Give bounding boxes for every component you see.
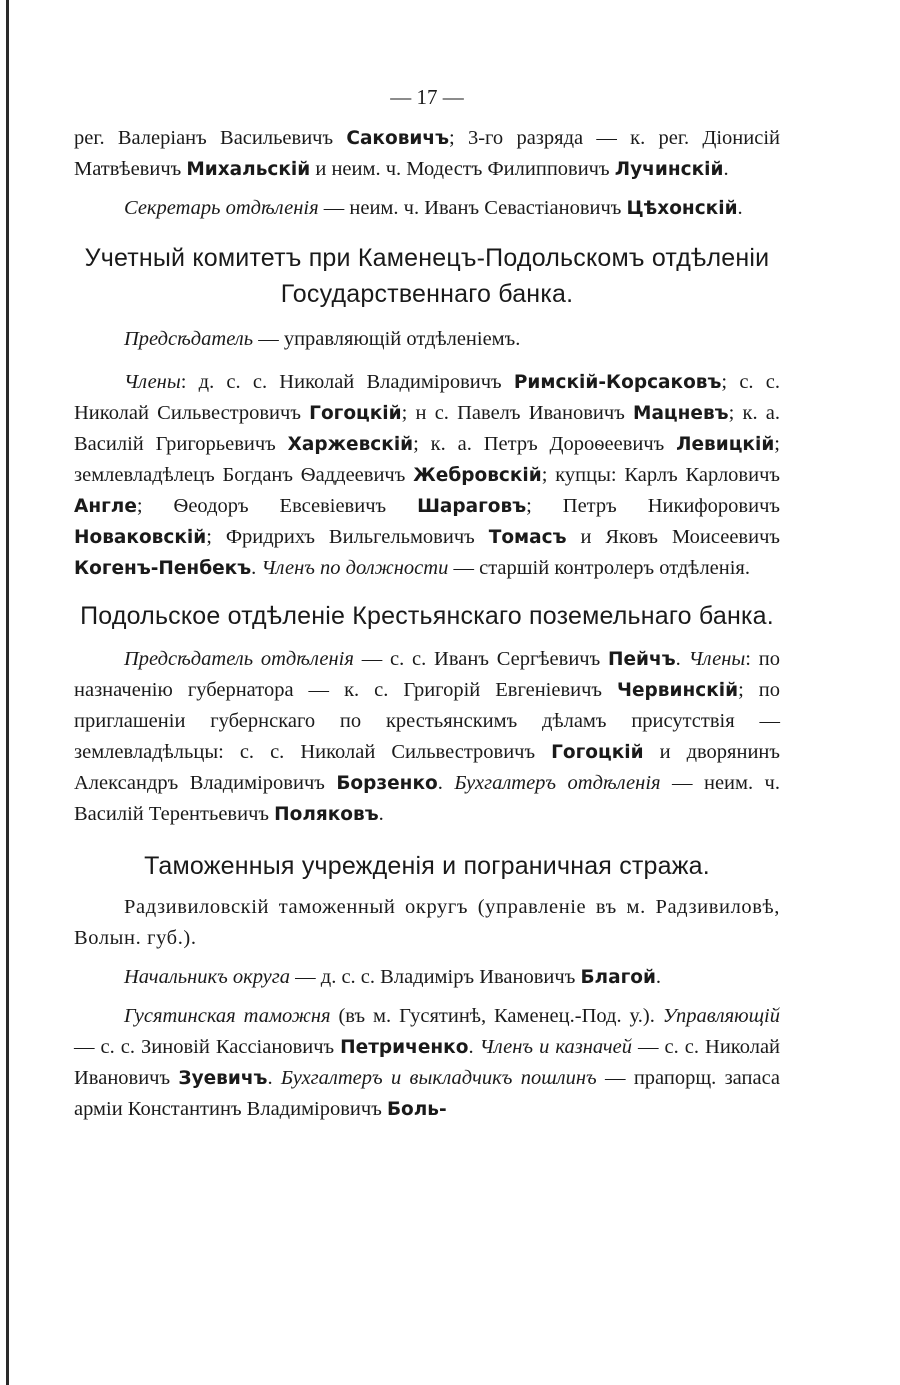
chairman-paragraph (74, 324, 780, 355)
text: — с. с. Николай Ивановичъ (74, 1036, 781, 1089)
text: . (468, 1036, 480, 1058)
text: ; по приглашеніи губернскаго по крестьянскимъ дѣламъ присутствія — землевладѣльцы: с. с. Николай Сильвестровичъ (74, 679, 780, 763)
person-name: Саковичъ (346, 128, 449, 149)
person-name: Боль- (386, 1099, 447, 1120)
text: — прапорщ. запаса арміи Константинъ Владиміровичъ (74, 1067, 781, 1120)
role-label: Бухгалтеръ отдѣленія (454, 772, 661, 794)
person-name: Борзенко (336, 773, 438, 794)
document-page (74, 82, 780, 1125)
person-name: Римскій-Корсаковъ (513, 372, 722, 393)
members-paragraph (74, 367, 780, 584)
text: . (675, 648, 689, 670)
person-name: Петриченко (340, 1037, 469, 1058)
role-label: Бухгалтеръ и выкладчикъ пошлинъ (280, 1067, 597, 1089)
role-label: Управляющій (662, 1005, 780, 1027)
person-name: Михальскій (186, 159, 311, 180)
role-label: Начальникъ округа (124, 966, 291, 988)
text: . (737, 197, 743, 219)
text: . (437, 772, 455, 794)
person-name: Когенъ-Пенбекъ (74, 558, 252, 579)
text: и дворянинъ Александръ Владиміровичъ (74, 741, 780, 794)
text: ; н с. Павелъ Ивановичъ (401, 402, 634, 424)
person-name: Мацневъ (633, 403, 729, 424)
text: — старшій контролеръ отдѣленія. (448, 557, 750, 579)
text: ; с. с. Николай Сильвестровичъ (74, 371, 780, 424)
person-name: Червинскій (617, 680, 739, 701)
text: . (378, 803, 384, 825)
text: ; 3-го разряда — к. рег. Діонисій Матвѣевичъ (74, 127, 780, 180)
heading-line: Учетный комитетъ при Каменецъ-Подольскомъ отдѣленіи (84, 244, 770, 272)
role-label: Члены (688, 648, 746, 670)
person-name: Поляковъ (274, 804, 379, 825)
role-label: Члены (124, 371, 181, 393)
text: и неим. ч. Модестъ Филипповичъ (310, 158, 615, 180)
text: — неим. ч. Иванъ Севастіановичъ (318, 197, 627, 219)
section-heading-peasant-bank: Подольское отдѣленіе Крестьянскаго поземельнаго банка. (80, 602, 774, 630)
text: — д. с. с. Владиміръ Ивановичъ (290, 966, 581, 988)
role-label: Членъ и казначей (479, 1036, 632, 1058)
person-name: Англе (74, 496, 137, 517)
text: — управляющій отдѣленіемъ. (253, 328, 521, 350)
text: рег. Валеріанъ Васильевичъ (74, 127, 347, 149)
text: . (251, 557, 262, 579)
section-heading-accounting-committee (74, 240, 780, 312)
text: — неим. ч. Василій Терентьевичъ (74, 772, 780, 825)
text: ; к. а. Петръ Дороѳеевичъ (413, 433, 677, 455)
role-label: Секретарь отдѣленія (124, 197, 319, 219)
text: — с. с. Зиновій Кассіановичъ (74, 1036, 341, 1058)
text: ; Фридрихъ Вильгельмовичъ (206, 526, 489, 548)
text: : д. с. с. Николай Владиміровичъ (180, 371, 514, 393)
text: . (267, 1067, 281, 1089)
text: ; купцы: Карлъ Карловичъ (541, 464, 780, 486)
text: и Яковъ Моисеевичъ (566, 526, 780, 548)
person-name: Зуевичъ (178, 1068, 268, 1089)
text: ; Ѳеодоръ Евсевіевичъ (136, 495, 418, 517)
person-name: Гогоцкій (309, 403, 402, 424)
text: (въ м. Гусятинѣ, Каменец.-Под. у.). (330, 1005, 663, 1027)
person-name: Шараговъ (417, 496, 527, 517)
intro-paragraph (74, 123, 780, 185)
text: . (655, 966, 662, 988)
page-number: — 17 — (390, 85, 464, 109)
role-label: Предсѣдатель отдѣленія (124, 648, 354, 670)
person-name: Благой (580, 967, 656, 988)
person-name: Пейчъ (608, 649, 676, 670)
person-name: Жебровскій (413, 465, 542, 486)
person-name: Лучинскій (614, 159, 724, 180)
role-label: Гусятинская таможня (124, 1005, 331, 1027)
peasant-bank-paragraph (74, 644, 780, 830)
district-chief-paragraph (74, 962, 780, 993)
text: — с. с. Иванъ Сергѣевичъ (353, 648, 609, 670)
person-name: Гогоцкій (551, 742, 644, 763)
person-name: Новаковскій (74, 527, 207, 548)
text: ; Петръ Никифоровичъ (526, 495, 780, 517)
text: ; к. а. Василій Григорьевичъ (74, 402, 780, 455)
role-label: Предсѣдатель (124, 328, 254, 350)
role-label: Членъ по должности (261, 557, 449, 579)
husiatyn-customs-paragraph (74, 1001, 780, 1125)
person-name: Цѣхонскій (626, 198, 738, 219)
person-name: Левицкій (676, 434, 775, 455)
customs-district-paragraph: Радзивиловскій таможенный округъ (управленіе въ м. Радзивиловѣ, Волын. губ.). (74, 896, 780, 949)
text: : по назначенію губернатора — к. с. Григорій Евгеніевичъ (74, 648, 781, 701)
secretary-paragraph (74, 193, 780, 224)
heading-line: Государственнаго банка. (280, 280, 574, 308)
text: . (723, 158, 729, 180)
text: ; землевладѣлецъ Богданъ Ѳаддеевичъ (74, 433, 780, 486)
section-heading-customs: Таможенныя учрежденія и пограничная стража. (144, 852, 710, 880)
scan-edge-line (6, 0, 9, 1385)
person-name: Томасъ (488, 527, 567, 548)
person-name: Харжевскій (287, 434, 414, 455)
